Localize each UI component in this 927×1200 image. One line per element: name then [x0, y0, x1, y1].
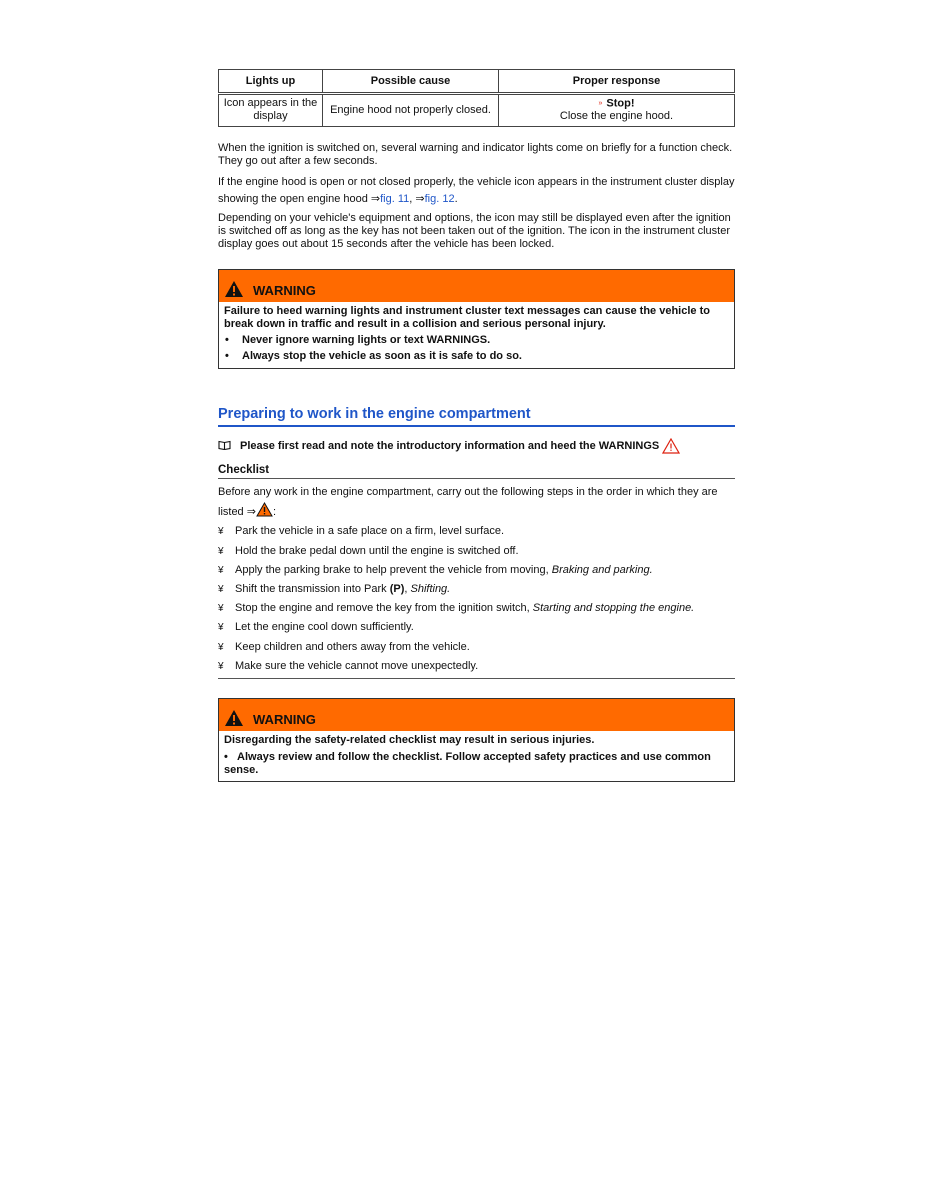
paragraph-hood-open: If the engine hood is open or not closed properly, the vehicle icon appears in the instrument cluster display showing the open engine hood ⇒fig. 11, ⇒fig. 12.	[218, 176, 735, 206]
warning-triangle-link-icon[interactable]	[256, 502, 273, 517]
column-header: Lights up	[219, 70, 323, 94]
warning-triangle-icon	[224, 709, 244, 727]
stop-label: Stop!	[606, 97, 635, 110]
step-mark: ¥	[218, 660, 224, 672]
warning-box	[218, 698, 735, 782]
paragraph-function-check: When the ignition is switched on, several warning and indicator lights come on briefly for a function check. They go out after a few seconds.	[218, 142, 733, 168]
step-text: Park the vehicle in a safe place on a firm, level surface.	[235, 525, 505, 538]
list-item	[218, 618, 735, 637]
response-cell	[499, 94, 735, 127]
warning-title: WARNING	[253, 283, 316, 299]
step-mark: ¥	[218, 526, 224, 538]
step-text: ,	[404, 583, 411, 596]
warning-bullet-text: Always stop the vehicle as soon as it is safe to do so.	[242, 350, 522, 363]
checklist-intro: Before any work in the engine compartment, carry out the following steps in the order in which they are listed ⇒ :	[218, 486, 718, 519]
warning-box	[218, 269, 735, 369]
warning-title: WARNING	[253, 712, 316, 728]
figure-link-11[interactable]: fig. 11	[380, 193, 410, 206]
step-reference: Starting and stopping the engine.	[532, 602, 695, 615]
arrow-glyph: ⇒	[246, 506, 256, 519]
section-title: Preparing to work in the engine compartment	[218, 406, 735, 427]
list-item	[218, 599, 735, 618]
indicator-table	[218, 69, 735, 127]
bullet-dot: •	[225, 334, 229, 347]
warning-bullet-text: Always review and follow the checklist. Follow accepted safety practices and use common sense.	[224, 751, 711, 777]
list-item	[218, 522, 735, 541]
warning-body	[219, 731, 734, 781]
figure-link-12[interactable]: fig. 12	[424, 193, 455, 206]
step-mark: ¥	[218, 564, 224, 576]
step-mark: ¥	[218, 622, 224, 634]
column-header: Possible cause	[323, 70, 499, 94]
response-text: Close the engine hood.	[559, 110, 674, 123]
warning-bullet	[224, 334, 729, 347]
warning-header	[219, 699, 734, 731]
warning-bullet	[224, 751, 729, 777]
paragraph-text: If the engine hood is open or not closed properly, the vehicle icon appears in the instrument cluster display showing the open engine hood	[218, 176, 735, 206]
arrow-glyph: ⇒	[370, 193, 381, 206]
warning-header	[219, 270, 734, 302]
step-mark: ¥	[218, 641, 224, 653]
step-mark: ¥	[218, 603, 224, 615]
cause-cell: Engine hood not properly closed.	[323, 94, 499, 127]
step-text: Apply the parking brake to help prevent the vehicle from moving,	[235, 563, 552, 576]
step-text: Hold the brake pedal down until the engine is switched off.	[235, 544, 519, 557]
step-bold: (P)	[389, 583, 405, 596]
warning-body	[219, 302, 734, 368]
step-mark: ¥	[218, 545, 224, 557]
bullet-dot: •	[225, 350, 229, 363]
checklist-heading: Checklist	[218, 463, 735, 479]
step-reference: Braking and parking.	[551, 563, 653, 576]
table-row	[219, 94, 735, 127]
list-item	[218, 657, 735, 676]
table-header-row	[219, 70, 735, 94]
list-item	[218, 580, 735, 599]
step-text: Shift the transmission into Park	[235, 583, 390, 596]
warning-triangle-icon	[224, 280, 244, 298]
column-header: Proper response	[499, 70, 735, 94]
step-text: Stop the engine and remove the key from the ignition switch,	[235, 602, 533, 615]
bullet-dot: •	[224, 751, 238, 764]
checklist-steps	[218, 522, 735, 679]
warning-text: Failure to heed warning lights and instrument cluster text messages can cause the vehicle to break down in traffic and result in a collision and serious personal injury.	[224, 305, 710, 331]
book-icon	[218, 440, 240, 453]
manual-page	[218, 69, 735, 782]
step-text: Let the engine cool down sufficiently.	[235, 621, 414, 634]
intro-note	[218, 438, 735, 454]
list-item	[218, 561, 735, 580]
lights-up-cell: Icon appears in the display	[219, 94, 323, 127]
intro-text: Please first read and note the introductory information and heed the WARNINGS	[240, 440, 660, 453]
paragraph-icon-persist: Depending on your vehicle's equipment and options, the icon may still be displayed even after the ignition is switched off as long as the key has not been taken out of the ignition. The icon in the instrument cluster display goes out about 15 seconds after the vehicle has been locked.	[218, 212, 731, 251]
arrow-glyph: ⇒	[415, 193, 425, 206]
warning-text: Disregarding the safety-related checklist may result in serious injuries.	[224, 734, 595, 747]
stop-indicator-icon: »	[598, 100, 603, 107]
step-mark: ¥	[218, 584, 224, 596]
checklist-intro-text: Before any work in the engine compartment, carry out the following steps in the order in which they are listed	[218, 486, 718, 519]
warning-outline-icon	[662, 438, 680, 454]
warning-bullet	[224, 350, 729, 363]
list-item	[218, 542, 735, 561]
warning-bullet-text: Never ignore warning lights or text WARNINGS.	[242, 334, 491, 347]
step-text: Make sure the vehicle cannot move unexpectedly.	[235, 659, 479, 672]
step-text: Keep children and others away from the vehicle.	[235, 640, 470, 653]
step-reference: Shifting.	[410, 583, 451, 596]
list-item	[218, 638, 735, 657]
